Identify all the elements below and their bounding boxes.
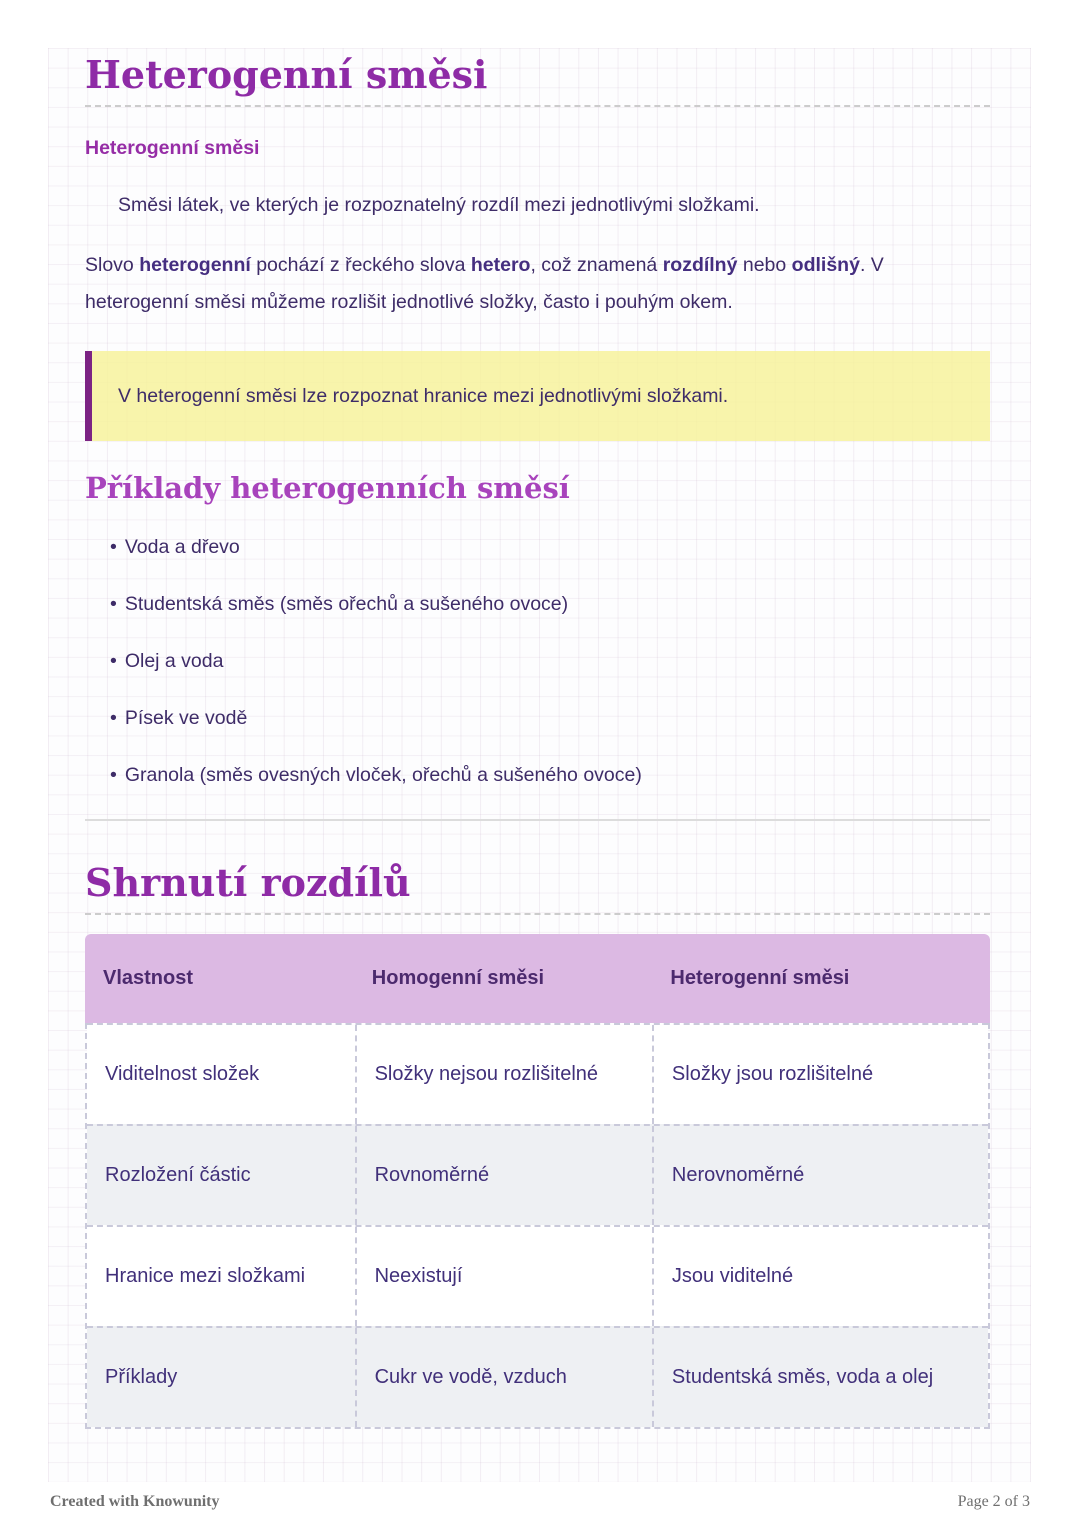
section-divider <box>85 819 990 821</box>
table-cell: Hranice mezi složkami <box>105 1264 306 1287</box>
list-item-label: Studentská směs (směs ořechů a sušeného ovoce) <box>124 593 569 616</box>
summary-heading: Shrnutí rozdílů <box>85 860 411 906</box>
table-header-cell: Heterogenní směsi <box>670 966 850 989</box>
footer-brand: Created with Knowunity <box>50 1493 220 1510</box>
table-row <box>87 1326 988 1427</box>
table-cell: Neexistují <box>355 1227 652 1326</box>
list-item <box>110 594 990 615</box>
list-item <box>110 708 990 729</box>
page-title: Heterogenní směsi <box>85 52 488 97</box>
bullet-icon: • <box>110 536 117 559</box>
list-item-label: Granola (směs ovesných vloček, ořechů a sušeného ovoce) <box>124 764 642 787</box>
list-item-label: Písek ve vodě <box>124 707 248 730</box>
list-item <box>110 765 990 786</box>
table-body <box>85 1023 990 1429</box>
table-cell: Jsou viditelné <box>652 1227 988 1326</box>
table-cell: Složky nejsou rozlišitelné <box>355 1025 652 1124</box>
page-footer <box>50 1493 1030 1511</box>
callout-text: V heterogenní směsi lze rozpoznat hranice mezi jednotlivými složkami. <box>118 384 729 407</box>
highlight-callout <box>85 351 990 441</box>
table-cell: Rozložení částic <box>105 1163 251 1186</box>
table-header-row <box>85 934 990 1023</box>
title-dashed-rule <box>85 105 990 107</box>
list-item <box>110 537 990 558</box>
bullet-icon: • <box>110 764 117 787</box>
table-row <box>87 1225 988 1326</box>
list-item-label: Olej a voda <box>124 650 224 673</box>
bullet-icon: • <box>110 593 117 616</box>
table-cell: Složky jsou rozlišitelné <box>652 1025 988 1124</box>
examples-list <box>85 537 990 786</box>
table-header-cell: Homogenní směsi <box>371 966 545 989</box>
table-cell: Nerovnoměrné <box>652 1126 988 1225</box>
comparison-table <box>85 934 990 1429</box>
bullet-icon: • <box>110 650 117 673</box>
definition-text: Směsi látek, ve kterých je rozpoznatelný rozdíl mezi jednotlivými složkami. <box>118 194 760 217</box>
table-cell: Cukr ve vodě, vzduch <box>355 1328 652 1427</box>
table-row <box>87 1124 988 1225</box>
table-cell: Studentská směs, voda a olej <box>652 1328 988 1427</box>
list-item-label: Voda a dřevo <box>124 536 240 559</box>
examples-heading: Příklady heterogenních směsí <box>85 470 570 505</box>
table-row <box>87 1023 988 1124</box>
term-label: Heterogenní směsi <box>85 136 260 159</box>
table-cell: Rovnoměrné <box>355 1126 652 1225</box>
table-header-cell: Vlastnost <box>103 966 194 989</box>
bullet-icon: • <box>110 707 117 730</box>
summary-dashed-rule <box>85 913 990 915</box>
intro-paragraph: Slovo heterogenní pochází z řeckého slova hetero, což znamená rozdílný nebo odlišný. V heterogenní směsi můžeme rozlišit jednotlivé složky, často i pouhým okem. <box>85 253 884 313</box>
list-item <box>110 651 990 672</box>
footer-page-number: Page 2 of 3 <box>957 1493 1030 1510</box>
table-cell: Viditelnost složek <box>105 1062 260 1085</box>
grid-paper <box>48 48 1031 1482</box>
table-cell: Příklady <box>105 1365 178 1388</box>
